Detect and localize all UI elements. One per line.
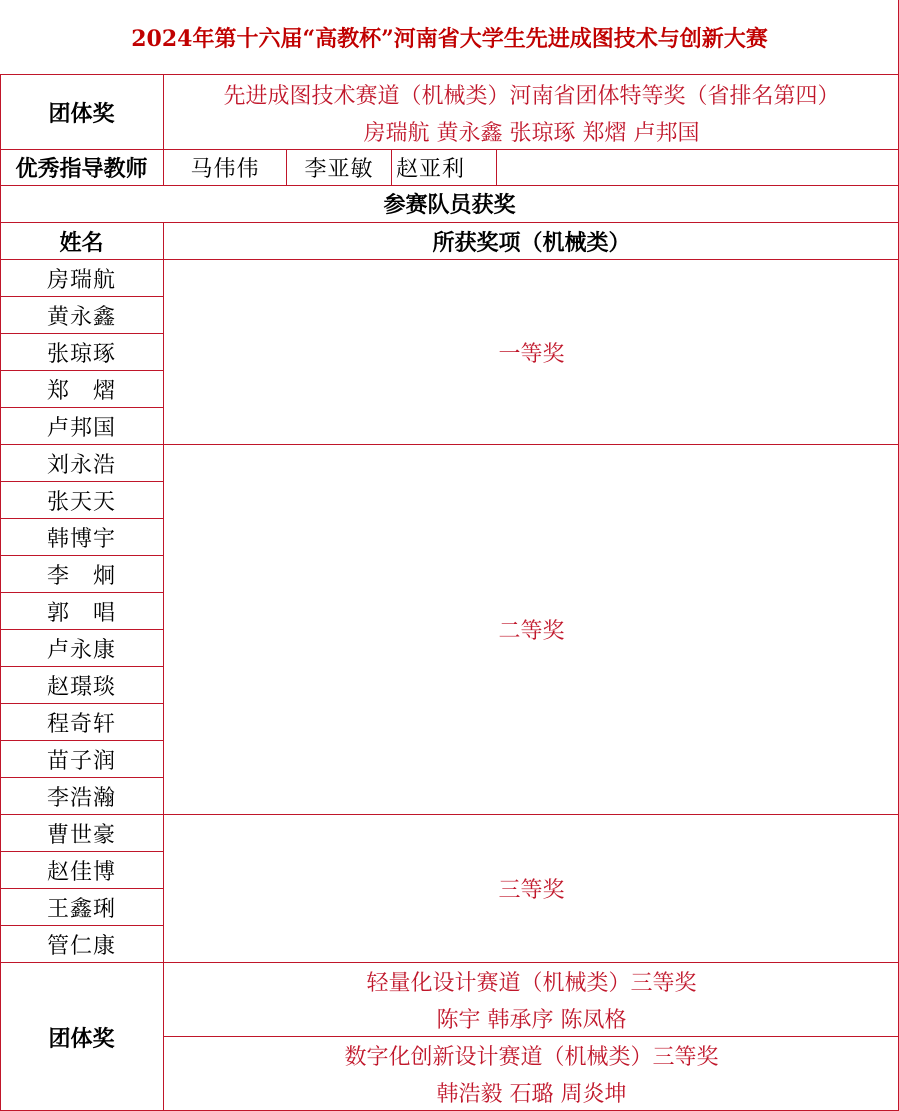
team-award-top-line1: 先进成图技术赛道（机械类）河南省团体特等奖（省排名第四） bbox=[223, 84, 840, 109]
team-award-label-top: 团体奖 bbox=[48, 100, 115, 127]
grid-line bbox=[391, 149, 392, 186]
instructor-name: 马伟伟 bbox=[190, 157, 260, 182]
grid-line bbox=[163, 74, 164, 186]
column-header-name: 姓名 bbox=[59, 229, 104, 256]
instructor-label: 优秀指导教师 bbox=[15, 156, 148, 182]
award-first-prize: 一等奖 bbox=[498, 341, 565, 367]
grid-line bbox=[0, 962, 899, 963]
sheet-title: 2024年第十六届“高教杯”河南省大学生先进成图技术与创新大赛 bbox=[131, 25, 768, 52]
column-header-award: 所获奖项（机械类） bbox=[432, 229, 631, 256]
grid-line bbox=[0, 481, 164, 482]
member-name: 苗子润 bbox=[46, 748, 116, 774]
grid-line bbox=[0, 814, 899, 815]
grid-line bbox=[0, 259, 899, 260]
grid-line bbox=[0, 851, 164, 852]
grid-line bbox=[0, 149, 899, 150]
team-award-entry-members: 韩浩毅 石璐 周炎坤 bbox=[436, 1081, 627, 1107]
member-name: 赵璟琰 bbox=[46, 674, 116, 700]
member-name: 程奇轩 bbox=[46, 711, 116, 737]
grid-line bbox=[0, 592, 164, 593]
member-name: 卢邦国 bbox=[46, 415, 116, 441]
member-name: 郑 熠 bbox=[46, 378, 116, 404]
grid-line bbox=[0, 925, 164, 926]
team-award-entry-title: 数字化创新设计赛道（机械类）三等奖 bbox=[344, 1045, 719, 1070]
member-name: 李 炯 bbox=[46, 563, 116, 589]
member-name: 赵佳博 bbox=[46, 859, 116, 885]
award-second-prize: 二等奖 bbox=[498, 619, 565, 644]
member-name: 刘永浩 bbox=[46, 452, 116, 478]
member-name: 韩博宇 bbox=[46, 526, 116, 552]
team-award-entry-members: 陈宇 韩承序 陈凤格 bbox=[436, 1007, 627, 1033]
team-award-top-line2: 房瑞航 黄永鑫 张琼琢 郑熠 卢邦国 bbox=[363, 120, 700, 146]
member-name: 曹世豪 bbox=[46, 822, 116, 848]
grid-line bbox=[0, 185, 899, 186]
instructor-name: 李亚敏 bbox=[304, 157, 374, 182]
grid-line bbox=[0, 222, 899, 223]
grid-line bbox=[496, 149, 497, 186]
grid-line bbox=[0, 777, 164, 778]
member-name: 张琼琢 bbox=[46, 341, 116, 367]
member-name: 郭 唱 bbox=[46, 600, 116, 626]
member-name: 卢永康 bbox=[46, 637, 116, 663]
grid-line bbox=[0, 296, 164, 297]
team-award-label-bottom: 团体奖 bbox=[48, 1025, 115, 1052]
member-name: 黄永鑫 bbox=[46, 304, 116, 330]
instructor-name: 赵亚利 bbox=[396, 157, 466, 182]
grid-line bbox=[0, 370, 164, 371]
team-award-entry-title: 轻量化设计赛道（机械类）三等奖 bbox=[366, 971, 697, 996]
award-third-prize: 三等奖 bbox=[498, 878, 565, 903]
grid-line bbox=[0, 740, 164, 741]
grid-line bbox=[0, 555, 164, 556]
member-name: 房瑞航 bbox=[46, 267, 116, 293]
grid-line bbox=[0, 703, 164, 704]
member-name: 管仁康 bbox=[46, 933, 116, 959]
grid-line bbox=[0, 74, 899, 75]
member-name: 张天天 bbox=[46, 489, 116, 515]
grid-line bbox=[163, 222, 164, 1111]
grid-line bbox=[0, 888, 164, 889]
grid-line bbox=[0, 666, 164, 667]
member-name: 李浩瀚 bbox=[46, 785, 116, 811]
grid-line bbox=[0, 518, 164, 519]
grid-line bbox=[286, 149, 287, 186]
grid-line bbox=[0, 444, 899, 445]
grid-line bbox=[164, 1036, 899, 1037]
grid-line bbox=[0, 407, 164, 408]
member-name: 王鑫琍 bbox=[46, 896, 116, 922]
grid-line bbox=[0, 333, 164, 334]
section-heading: 参赛队员获奖 bbox=[383, 192, 516, 218]
grid-line bbox=[0, 629, 164, 630]
grid-line bbox=[0, 74, 1, 1111]
